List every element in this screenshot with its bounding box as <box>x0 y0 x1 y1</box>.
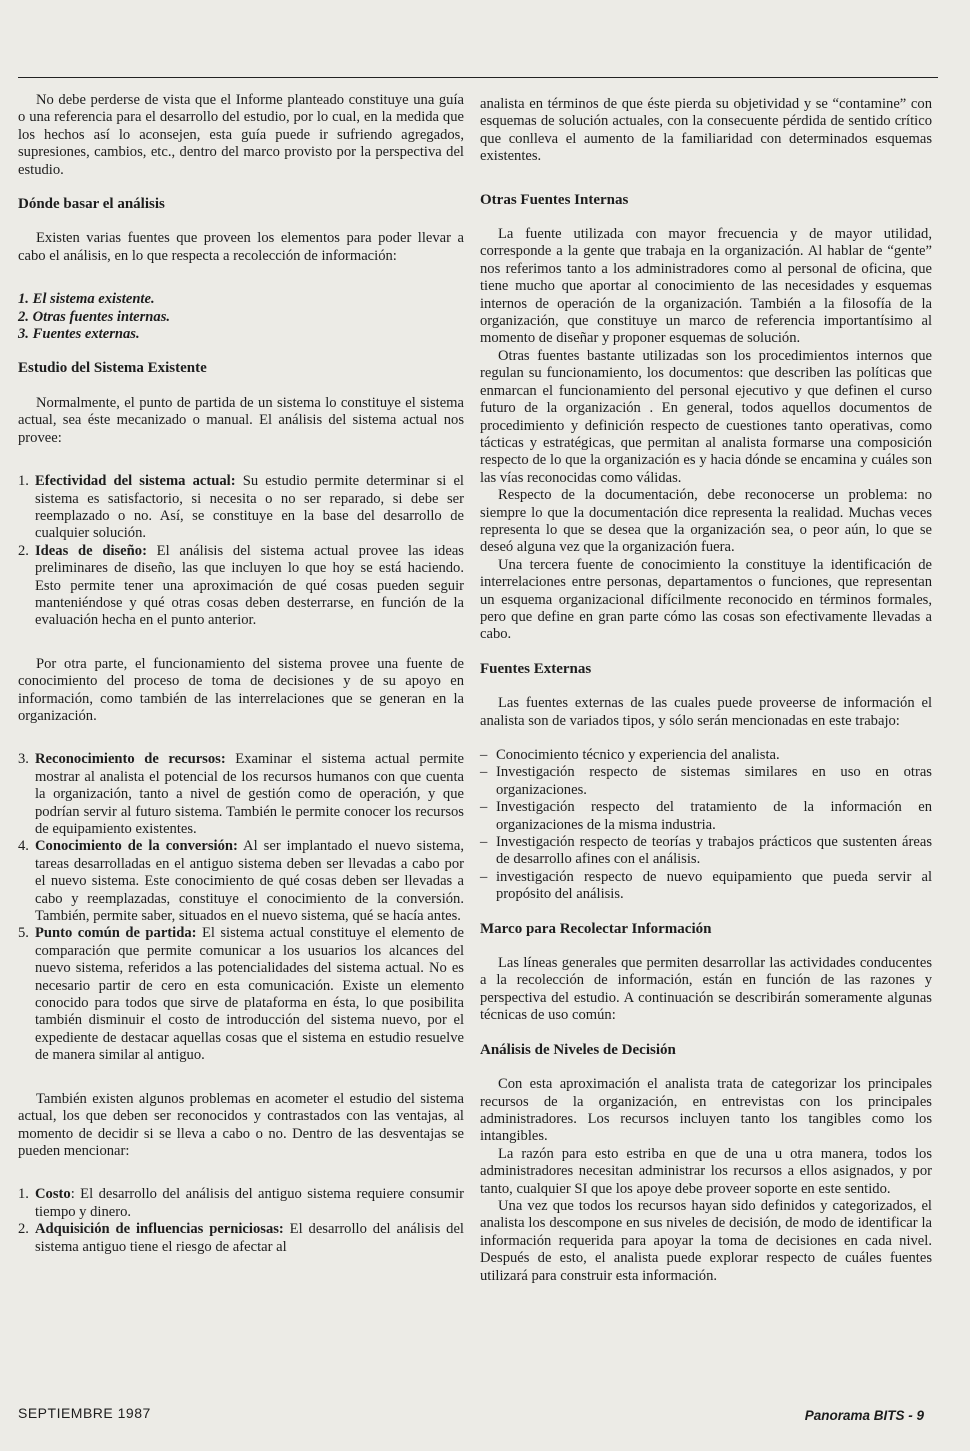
disadvantages-list <box>18 1186 464 1256</box>
list-item: 5. Punto común de partida: El sistema actual constituye el elemento de comparación que permite comunicar a los usuarios los alcances del nuevo sistema, referidos a las potencialidades del sistema actual. No es necesario partir de cero en esta comunicación. Existe un elemento conocido para todos que sirve de plataforma en ésta, lo que posibilita también disminuir el costo de introducción del sistema nuevo, por el expediente de destacar aquellas cosas que el sistema en estudio resuelve de manera similar al antiguo. <box>18 925 464 1064</box>
niveles-paragraph-1: Con esta aproximación el analista trata de categorizar los principales recursos de la organización, en entrevistas con los principales administradores. Los recursos incluyen tanto los tangibles como los intangibles. <box>480 1076 932 1145</box>
estudio-paragraph: Normalmente, el punto de partida de un sistema lo constituye el sistema actual, sea éste mecanizado o manual. El análisis del sistema actual nos provee: <box>18 394 464 446</box>
heading-fuentes-externas: Fuentes Externas <box>480 660 592 677</box>
source-item: 1. El sistema existente. <box>18 291 155 308</box>
list-item: – Investigación respecto del tratamiento de la información en organizaciones de la misma industria. <box>480 799 932 833</box>
heading-estudio-sistema: Estudio del Sistema Existente <box>18 360 207 377</box>
otras-paragraph-4: Una tercera fuente de conocimiento la constituye la identificación de interrelaciones entre personas, departamentos o funciones, que representan un esquema organizacional difícilmente reconocido en términos formales, pero que define en gran parte cómo las cosas son efectivamente llevadas a cabo. <box>480 556 932 643</box>
source-item: 3. Fuentes externas. <box>18 326 140 343</box>
list-item: – Conocimiento técnico y experiencia del analista. <box>480 747 780 763</box>
footer-date: SEPTIEMBRE 1987 <box>18 1405 151 1421</box>
list-item: – investigación respecto de nuevo equipamiento que pueda servir al propósito del análisis. <box>480 868 932 903</box>
left-column <box>18 92 464 1256</box>
otra-parte-paragraph: Por otra parte, el funcionamiento del sistema provee una fuente de conocimiento del proceso de toma de decisiones y de su apoyo en información, como también de las interrelaciones que se generan en la organización. <box>18 655 464 724</box>
external-sources-list <box>480 747 932 904</box>
externas-paragraph: Las fuentes externas de las cuales puede proveerse de información el analista son de variados tipos, y sólo serán mencionadas en este trabajo: <box>480 695 932 729</box>
right-column <box>480 96 932 1285</box>
advantages-list-b <box>18 751 464 1064</box>
niveles-paragraph-3: Una vez que todos los recursos hayan sido definidos y categorizados, el analista los descompone en sus niveles de decisión, de modo de identificar la información requerida para apoyar la toma de decisiones en cada nivel. Después de esto, el analista puede explorar respecto de cuáles fuentes utilizará para construir esta información. <box>480 1197 932 1284</box>
otras-paragraph-3: Respecto de la documentación, debe reconocerse un problema: no siempre lo que la documentación dice representa la realidad. Muchas veces representa lo que se desea que la organización sea, o peor aún, lo que se deseó alguna vez que la organización fuera. <box>480 487 932 556</box>
list-item: 2. Adquisición de influencias perniciosas: El desarrollo del análisis del sistema antiguo tiene el riesgo de afectar al <box>18 1221 464 1255</box>
continuation-paragraph: analista en términos de que éste pierda su objetividad y se “contamine” con esquemas de solución actuales, con la consecuente pérdida de sentido crítico que conlleva el aumento de la familiaridad con determinados esquemas existentes. <box>480 96 932 165</box>
heading-marco: Marco para Recolectar Información <box>480 920 712 937</box>
list-item: 1. Efectividad del sistema actual: Su estudio permite determinar si el sistema es satisfactorio, si necesita o no ser reparado, si debe ser reemplazado o no. Así, se constituye en la base del desarrollo de cualquier solución. <box>18 473 464 542</box>
marco-paragraph: Las líneas generales que permiten desarrollar las actividades conducentes a la recolección de información, están en función de las razones y perspectiva del estudio. A continuación se describirán someramente algunas técnicas de uso común: <box>480 955 932 1024</box>
advantages-list-a <box>18 473 464 630</box>
heading-otras-fuentes: Otras Fuentes Internas <box>480 191 629 208</box>
otras-paragraph-2: Otras fuentes bastante utilizadas son los procedimientos internos que regulan su funcionamiento, los documentos: que describen las políticas que enmarcan el funcionamiento del personal ejecutivo y que definen el curso futuro de la organización . En general, todos aquellos documentos de procedimiento y definición respecto de cuestiones tanto operativas, como tácticas y estratégicas, que permitan al analista formarse una composición respecto de lo que la organización es y hacia dónde se encamina y cuáles son las vías reconocidas como válidas. <box>480 347 932 486</box>
fuentes-paragraph: Existen varias fuentes que proveen los elementos para poder llevar a cabo el análisis, en lo que respecta a recolección de información: <box>18 230 464 264</box>
list-item: 2. Ideas de diseño: El análisis del sistema actual provee las ideas preliminares de diseño, las que incluyen lo que hoy se está haciendo. Esto permite tener una aproximación de qué cosas pueden seguir manteniéndose y qué otras cosas deben desterrarse, en función de la evaluación hecha en el punto anterior. <box>18 542 464 629</box>
list-item: – Investigación respecto de teorías y trabajos prácticos que sustenten áreas de desarrollo afines con el análisis. <box>480 834 932 868</box>
heading-donde-basar: Dónde basar el análisis <box>18 196 165 213</box>
list-item: 1. Costo: El desarrollo del análisis del antiguo sistema requiere consumir tiempo y dinero. <box>18 1186 464 1220</box>
niveles-paragraph-2: La razón para esto estriba en que de una u otra manera, todos los administradores necesitan administrar los recursos a ellos asignados, y por tanto, cualquier SI que los apoye debe proveer soporte en este sentido. <box>480 1145 932 1197</box>
heading-niveles-decision: Análisis de Niveles de Decisión <box>480 1041 676 1058</box>
list-item: 4. Conocimiento de la conversión: Al ser implantado el nuevo sistema, tareas desarrolladas en el antiguo sistema deben ser llevadas a cabo por el nuevo sistema. Este conocimiento de qué cosas deben ser llevadas a cabo y reemplazadas, constituye el conocimiento de la conversión. También, permite saber, situados en el nuevo sistema, qué se hacía antes. <box>18 838 464 925</box>
header-rule <box>18 77 938 78</box>
otras-paragraph-1: La fuente utilizada con mayor frecuencia y de mayor utilidad, corresponde a la gente que trabaja en la organización. Al hablar de “gente” nos referimos tanto a los administradores como al personal de oficina, que tiene mucho que aportar al conocimiento de las necesidades y esquemas internos de operación de la organización. También a la filosofía de la organización, que constituye un marco de referencia importantísimo al momento de diseñar y proponer esquemas de solución. <box>480 226 932 347</box>
list-item: 3. Reconocimiento de recursos: Examinar el sistema actual permite mostrar al analista el potencial de los recursos humanos con que cuenta la organización, tanto a nivel de gestión como de operación, y que podrían servir al futuro sistema. También le permite conocer los recursos de equipamiento existentes. <box>18 751 464 837</box>
list-item: – Investigación respecto de sistemas similares en uso en otras organizaciones. <box>480 764 932 798</box>
footer-page-number: Panorama BITS - 9 <box>804 1408 924 1423</box>
sources-list <box>18 291 464 343</box>
source-item: 2. Otras fuentes internas. <box>18 308 171 325</box>
problemas-paragraph: También existen algunos problemas en acometer el estudio del sistema actual, los que deben ser reconocidos y contrastados con las ventajas, al momento de decidir si se lleva a cabo o no. Dentro de las desventajas se pueden mencionar: <box>18 1090 464 1159</box>
intro-paragraph: No debe perderse de vista que el Informe planteado constituye una guía o una referencia para el desarrollo del estudio, por lo cual, en la medida que los hechos así lo aconsejen, esta guía puede ir sufriendo agregados, supresiones, cambios, etc., dentro del marco provisto por la perspectiva del estudio. <box>18 92 464 178</box>
